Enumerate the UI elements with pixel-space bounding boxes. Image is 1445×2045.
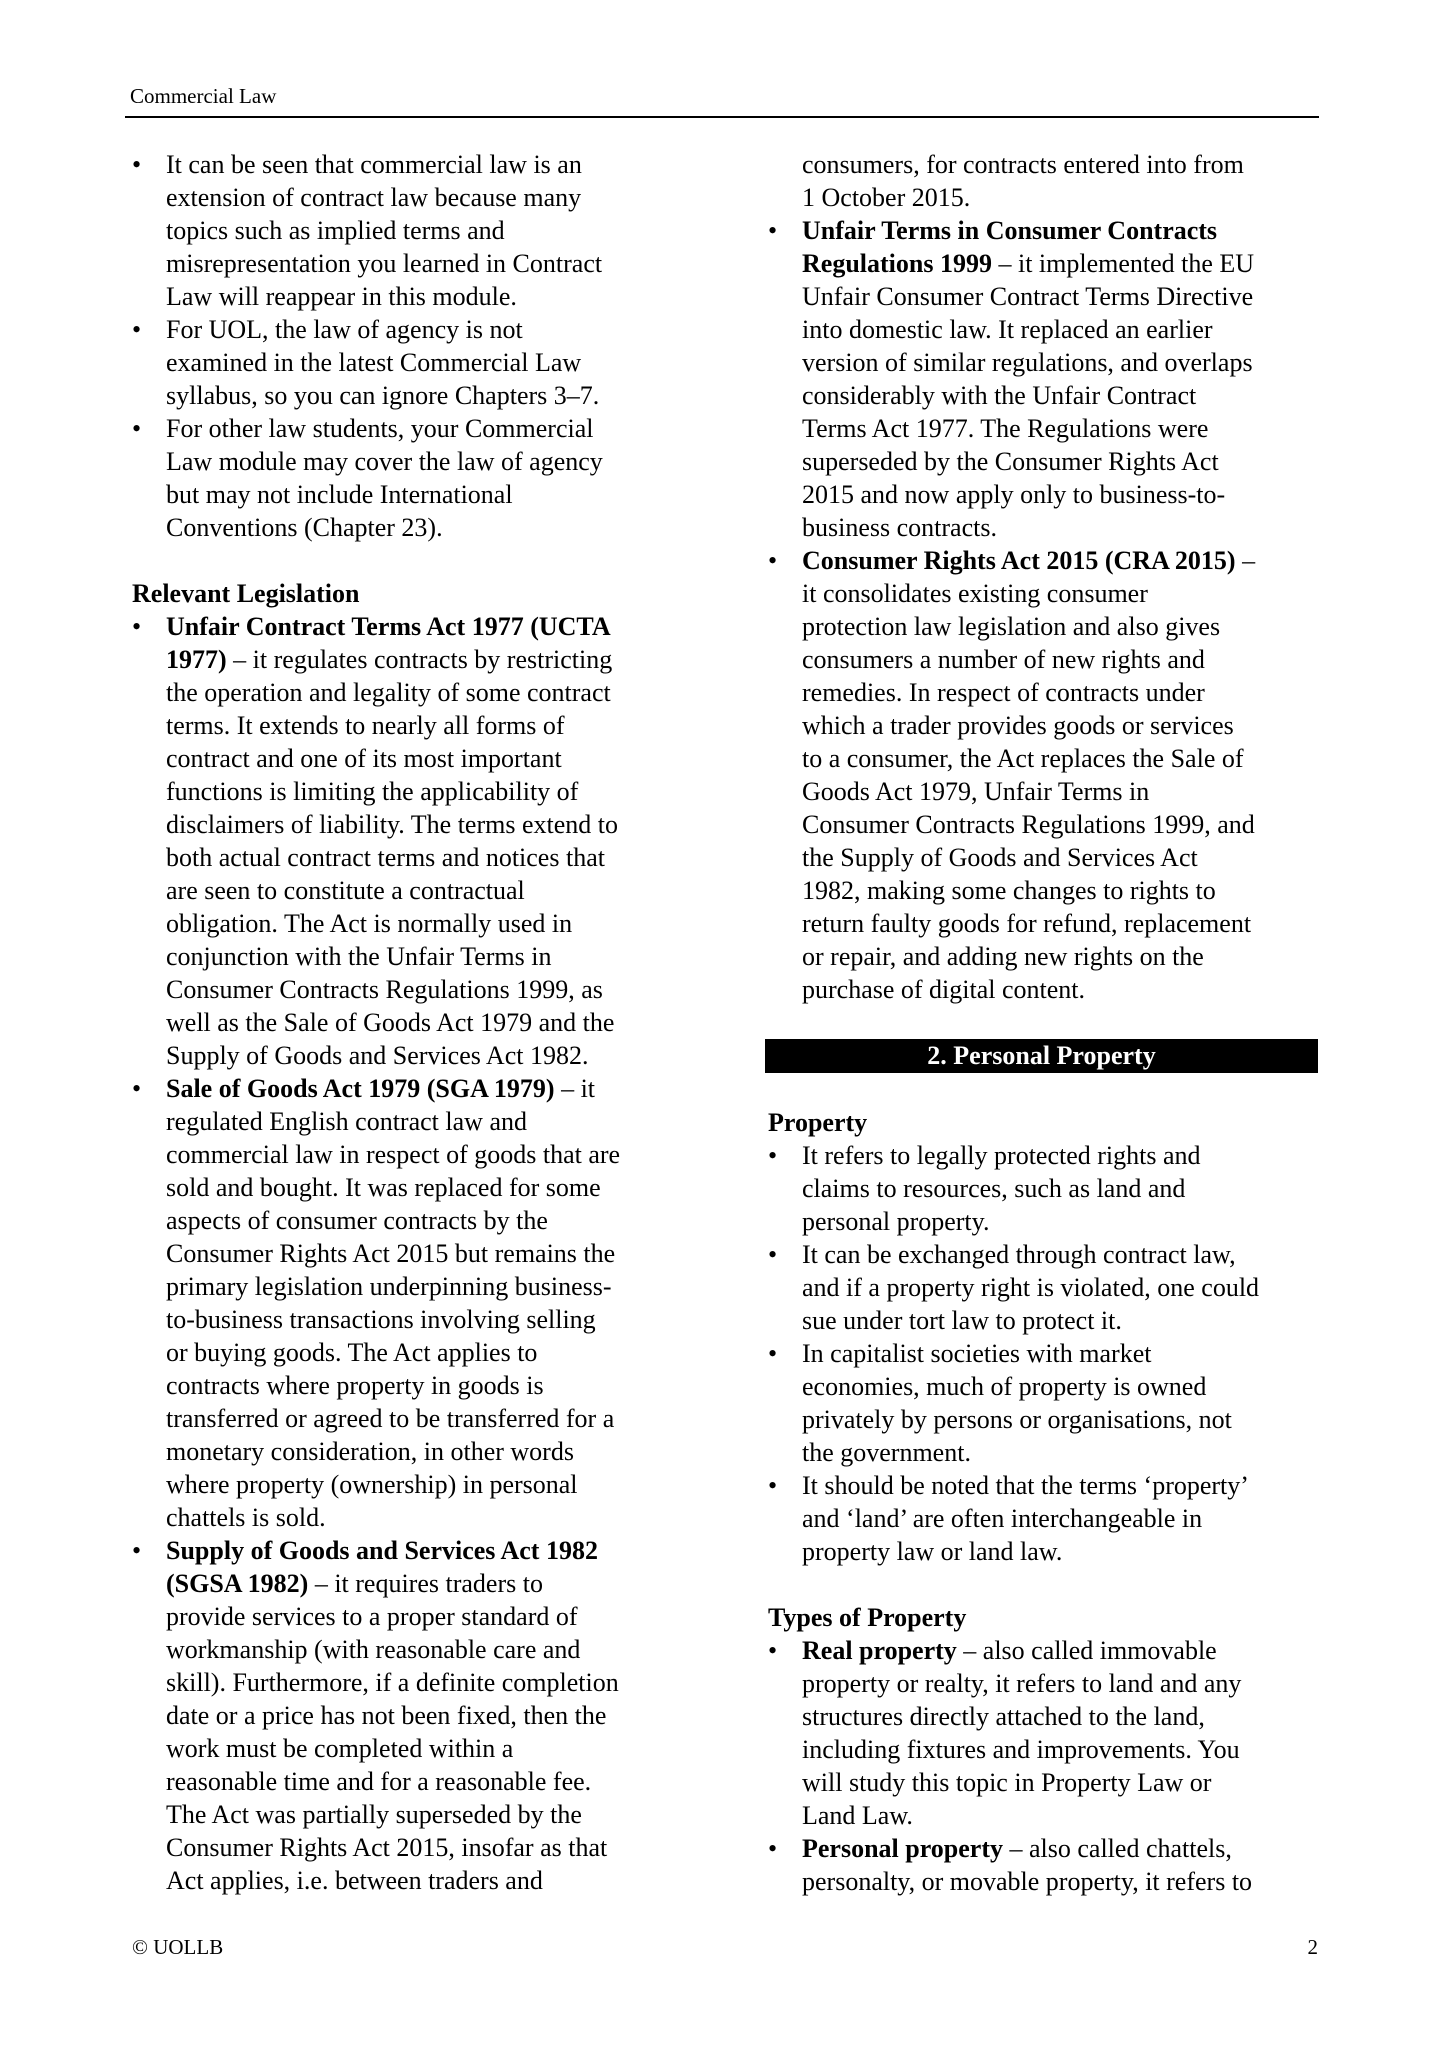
right-column — [768, 148, 1320, 1898]
text-line: It can be seen that commercial law is an — [166, 150, 582, 179]
text-line: Consumer Rights Act 2015, insofar as that — [166, 1833, 608, 1862]
text-line: transferred or agreed to be transferred for a — [166, 1404, 615, 1433]
text-line: Consumer Rights Act 2015 but remains the — [166, 1239, 616, 1268]
act-title: Regulations 1999 — [802, 249, 992, 278]
text-line: or repair, and adding new rights on the — [802, 942, 1204, 971]
left-column — [132, 148, 692, 1897]
section-heading-types-of-property: Types of Property — [768, 1603, 967, 1632]
text-line: topics such as implied terms and — [166, 216, 505, 245]
spacer — [768, 1006, 1320, 1039]
text-fragment: – also called chattels, — [1003, 1834, 1232, 1863]
text-line: consumers a number of new rights and — [802, 645, 1205, 674]
text-line: commercial law in respect of goods that are — [166, 1140, 621, 1169]
text-line: consumers, for contracts entered into from — [802, 150, 1244, 179]
text-line: It should be noted that the terms ‘property’ — [802, 1471, 1249, 1500]
text-line: privately by persons or organisations, not — [802, 1405, 1232, 1434]
bullet-icon: • — [132, 315, 142, 344]
text-line: In capitalist societies with market — [802, 1339, 1152, 1368]
bullet-icon: • — [132, 414, 142, 443]
text-line: the operation and legality of some contract — [166, 678, 611, 707]
text-line: Law will reappear in this module. — [166, 282, 517, 311]
text-line: Consumer Contracts Regulations 1999, as — [166, 975, 603, 1004]
text-line: contract and one of its most important — [166, 744, 562, 773]
text-line: personalty, or movable property, it refers to — [802, 1867, 1253, 1896]
bullet-icon: • — [768, 1471, 778, 1500]
text-line: return faulty goods for refund, replacement — [802, 909, 1252, 938]
text-line: functions is limiting the applicability of — [166, 777, 579, 806]
text-line: version of similar regulations, and overlaps — [802, 348, 1253, 377]
list-item-cra — [768, 544, 1320, 1006]
text-line: remedies. In respect of contracts under — [802, 678, 1205, 707]
act-title: Supply of Goods and Services Act 1982 — [166, 1536, 598, 1565]
footer-copyright: © UOLLB — [132, 1935, 224, 1959]
text-line: sold and bought. It was replaced for some — [166, 1173, 601, 1202]
bullet-icon: • — [768, 546, 778, 575]
text-line: structures directly attached to the land, — [802, 1702, 1205, 1731]
header-rule — [125, 116, 1319, 118]
section-heading-relevant-legislation: Relevant Legislation — [132, 579, 360, 608]
text-line: property law or land law. — [802, 1537, 1063, 1566]
text-fragment: – it implemented the EU — [991, 249, 1255, 278]
term-title: Real property — [802, 1636, 957, 1665]
text-line: disclaimers of liability. The terms extend to — [166, 810, 619, 839]
text-line: Goods Act 1979, Unfair Terms in — [802, 777, 1150, 806]
text-line: workmanship (with reasonable care and — [166, 1635, 581, 1664]
act-title: 1977) — [166, 645, 227, 674]
legislation-list — [132, 610, 692, 1897]
text-line: contracts where property in goods is — [166, 1371, 544, 1400]
text-line: the government. — [802, 1438, 971, 1467]
text-line: examined in the latest Commercial Law — [166, 348, 582, 377]
text-line: and if a property right is violated, one could — [802, 1273, 1260, 1302]
text-line: Conventions (Chapter 23). — [166, 513, 443, 542]
text-line: For UOL, the law of agency is not — [166, 315, 523, 344]
text-line: to a consumer, the Act replaces the Sale of — [802, 744, 1244, 773]
text-line: chattels is sold. — [166, 1503, 326, 1532]
text-line: economies, much of property is owned — [802, 1372, 1207, 1401]
types-bullet-list — [768, 1634, 1320, 1898]
text-line: The Act was partially superseded by the — [166, 1800, 582, 1829]
text-line: 1 October 2015. — [802, 183, 971, 212]
text-line: superseded by the Consumer Rights Act — [802, 447, 1219, 476]
act-title: Sale of Goods Act 1979 (SGA 1979) — [166, 1074, 555, 1103]
list-item-sgsa — [132, 1534, 692, 1897]
section-heading-property: Property — [768, 1108, 868, 1137]
text-line: or buying goods. The Act applies to — [166, 1338, 538, 1367]
text-line: will study this topic in Property Law or — [802, 1768, 1212, 1797]
text-line: syllabus, so you can ignore Chapters 3–7. — [166, 381, 600, 410]
text-line: regulated English contract law and — [166, 1107, 527, 1136]
bullet-icon: • — [768, 1339, 778, 1368]
text-line: the Supply of Goods and Services Act — [802, 843, 1198, 872]
text-line: it consolidates existing consumer — [802, 579, 1148, 608]
term-title: Personal property — [802, 1834, 1003, 1863]
text-line: It can be exchanged through contract law, — [802, 1240, 1236, 1269]
text-fragment: – — [1235, 546, 1256, 575]
list-item — [768, 1337, 1320, 1469]
list-item — [132, 148, 692, 313]
text-line: misrepresentation you learned in Contract — [166, 249, 603, 278]
text-fragment: – it — [554, 1074, 596, 1103]
list-item-real-property — [768, 1634, 1320, 1832]
act-title: Consumer Rights Act 2015 (CRA 2015) — [802, 546, 1236, 575]
bullet-icon: • — [132, 150, 142, 179]
list-item — [768, 1238, 1320, 1337]
footer-page-number: 2 — [1307, 1935, 1318, 1959]
text-line: conjunction with the Unfair Terms in — [166, 942, 552, 971]
intro-bullet-list — [132, 148, 692, 544]
text-line: skill). Furthermore, if a definite completion — [166, 1668, 619, 1697]
text-line: protection law legislation and also gives — [802, 612, 1221, 641]
spacer — [768, 1568, 1320, 1601]
text-line: reasonable time and for a reasonable fee. — [166, 1767, 592, 1796]
text-line: primary legislation underpinning business- — [166, 1272, 612, 1301]
section-banner-personal-property: 2. Personal Property — [765, 1039, 1318, 1073]
list-item — [768, 1469, 1320, 1568]
text-line: claims to resources, such as land and — [802, 1174, 1186, 1203]
text-line: monetary consideration, in other words — [166, 1437, 574, 1466]
text-line: personal property. — [802, 1207, 990, 1236]
text-line: and ‘land’ are often interchangeable in — [802, 1504, 1203, 1533]
text-line: Unfair Consumer Contract Terms Directive — [802, 282, 1254, 311]
text-line: purchase of digital content. — [802, 975, 1086, 1004]
text-line: business contracts. — [802, 513, 997, 542]
text-line: work must be completed within a — [166, 1734, 514, 1763]
text-line: Supply of Goods and Services Act 1982. — [166, 1041, 589, 1070]
list-item — [132, 412, 692, 544]
text-line: to-business transactions involving selling — [166, 1305, 596, 1334]
bullet-icon: • — [768, 1834, 778, 1863]
text-line: Consumer Contracts Regulations 1999, and — [802, 810, 1255, 839]
text-line: which a trader provides goods or services — [802, 711, 1234, 740]
bullet-icon: • — [768, 1636, 778, 1665]
bullet-icon: • — [768, 1240, 778, 1269]
text-line: date or a price has not been fixed, then the — [166, 1701, 607, 1730]
list-item-personal-property — [768, 1832, 1320, 1898]
text-line: Land Law. — [802, 1801, 913, 1830]
bullet-icon: • — [768, 1141, 778, 1170]
text-line: For other law students, your Commercial — [166, 414, 594, 443]
list-item — [768, 1139, 1320, 1238]
text-line: but may not include International — [166, 480, 513, 509]
text-line: 2015 and now apply only to business-to- — [802, 480, 1226, 509]
text-fragment: – it requires traders to — [308, 1569, 543, 1598]
text-line: well as the Sale of Goods Act 1979 and the — [166, 1008, 615, 1037]
list-item-utccr — [768, 214, 1320, 544]
text-line: Act applies, i.e. between traders and — [166, 1866, 543, 1895]
text-line: extension of contract law because many — [166, 183, 582, 212]
text-line: property or realty, it refers to land and any — [802, 1669, 1242, 1698]
list-item-continuation — [768, 148, 1320, 214]
text-fragment: – also called immovable — [956, 1636, 1217, 1665]
text-line: obligation. The Act is normally used in — [166, 909, 573, 938]
act-title: Unfair Contract Terms Act 1977 (UCTA — [166, 612, 611, 641]
bullet-icon: • — [768, 216, 778, 245]
list-item-ucta — [132, 610, 692, 1072]
act-title: Unfair Terms in Consumer Contracts — [802, 216, 1218, 245]
text-line: considerably with the Unfair Contract — [802, 381, 1197, 410]
text-line: both actual contract terms and notices that — [166, 843, 605, 872]
text-fragment: – it regulates contracts by restricting — [226, 645, 613, 674]
property-bullet-list — [768, 1139, 1320, 1568]
text-line: where property (ownership) in personal — [166, 1470, 578, 1499]
spacer — [132, 544, 692, 577]
text-line: provide services to a proper standard of — [166, 1602, 578, 1631]
text-line: terms. It extends to nearly all forms of — [166, 711, 565, 740]
text-line: Terms Act 1977. The Regulations were — [802, 414, 1209, 443]
bullet-icon: • — [132, 612, 142, 641]
text-line: sue under tort law to protect it. — [802, 1306, 1122, 1335]
bullet-icon: • — [132, 1536, 142, 1565]
bullet-icon: • — [132, 1074, 142, 1103]
text-line: including fixtures and improvements. You — [802, 1735, 1240, 1764]
running-header-title: Commercial Law — [130, 84, 277, 108]
list-item — [132, 313, 692, 412]
text-line: 1982, making some changes to rights to — [802, 876, 1216, 905]
text-line: It refers to legally protected rights and — [802, 1141, 1201, 1170]
spacer — [768, 1073, 1320, 1106]
list-item-sga — [132, 1072, 692, 1534]
act-title: (SGSA 1982) — [166, 1569, 309, 1598]
text-line: Law module may cover the law of agency — [166, 447, 603, 476]
text-line: into domestic law. It replaced an earlier — [802, 315, 1213, 344]
text-line: aspects of consumer contracts by the — [166, 1206, 548, 1235]
text-line: are seen to constitute a contractual — [166, 876, 525, 905]
